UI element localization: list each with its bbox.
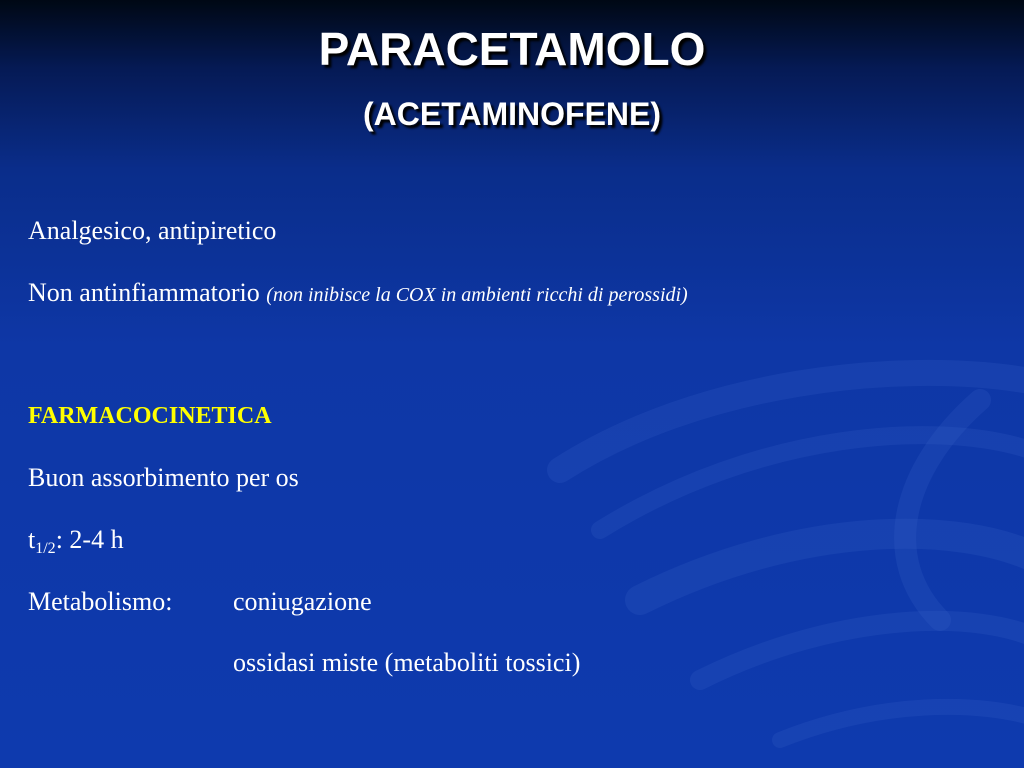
metabolism-label: Metabolismo: [28,587,173,616]
line-metabolism [28,586,372,617]
non-antinflammatory-text: Non antinfiammatorio [28,278,260,307]
pharmacokinetics-heading: FARMACOCINETICA [28,403,272,429]
line-absorption: Buon assorbimento per os [28,463,299,492]
metabolism-conjugation: coniugazione [233,587,372,616]
slide-subtitle: (ACETAMINOFENE) [362,96,662,132]
half-life-value: : 2-4 h [55,525,124,554]
line-non-antinflammatory [28,277,688,308]
half-life-subscript: 1/2 [35,540,56,557]
line-half-life [28,524,124,555]
line-analgesic: Analgesico, antipiretico [28,216,277,245]
half-life-symbol: t [28,525,36,554]
cox-note: (non inibisce la COX in ambienti ricchi di perossidi) [266,284,688,306]
metabolism-oxidases: ossidasi miste (metaboliti tossici) [233,648,581,677]
slide-title: PARACETAMOLO [318,23,706,75]
